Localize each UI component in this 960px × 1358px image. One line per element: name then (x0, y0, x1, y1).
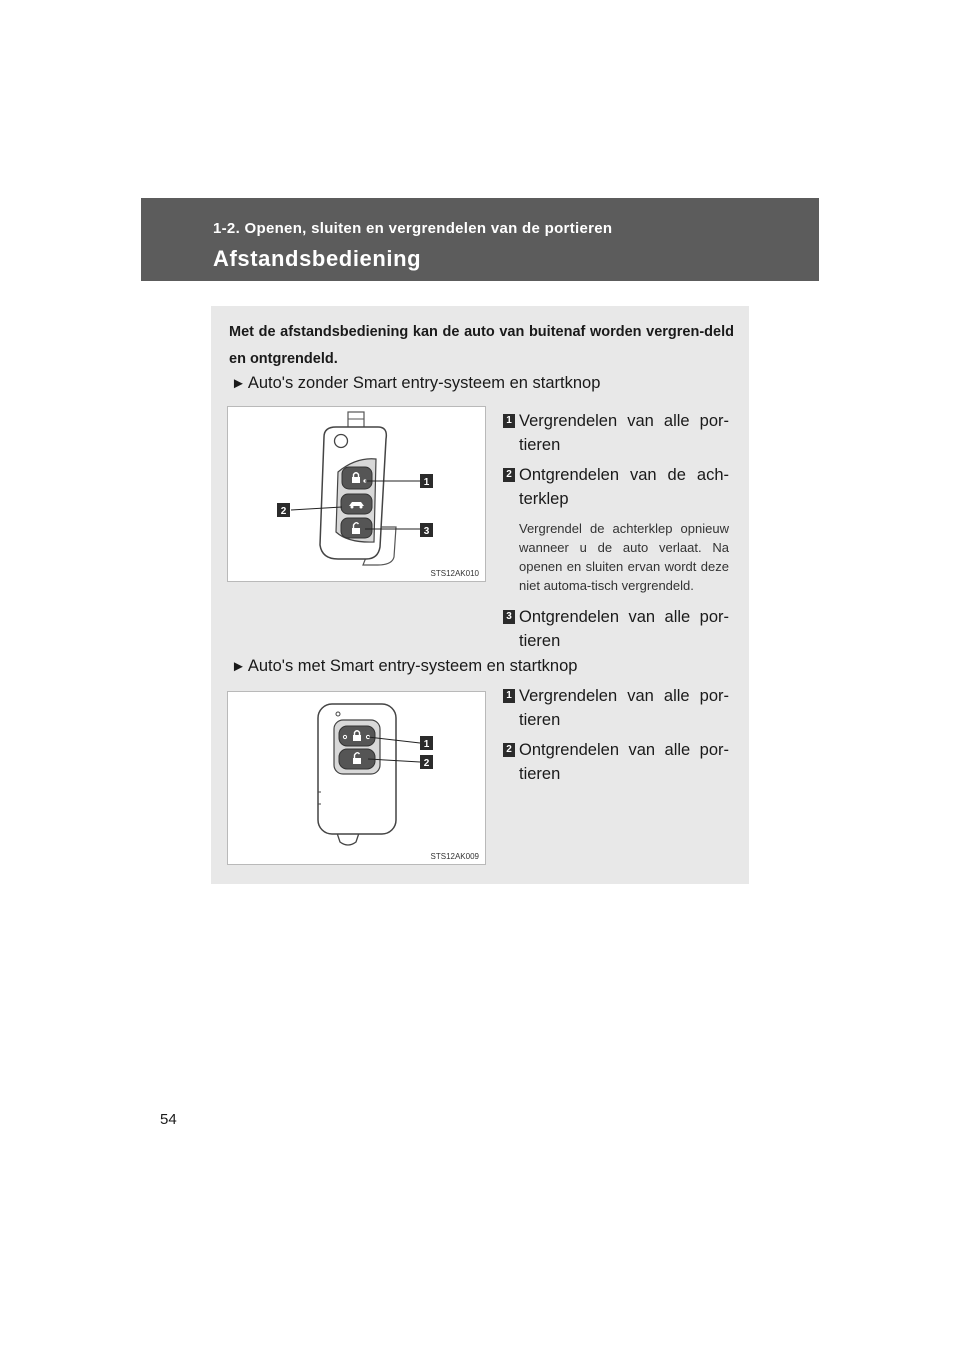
figure-code: STS12AK010 (430, 569, 479, 578)
callout-number: 2 (423, 758, 430, 769)
item-note: Vergrendel de achterklep opnieuw wanneer u de auto verlaat. Na openen en sluiten ervan wordt deze niet automa-tisch vergrendeld. (519, 521, 729, 593)
page-number: 54 (160, 1111, 177, 1128)
intro-text: Met de afstandsbediening kan de auto van buitenaf worden vergren-deld en ontgrendeld. (229, 324, 734, 367)
variant-label: Auto's zonder Smart entry-systeem en startknop (247, 374, 601, 392)
number-badge: 2 (503, 743, 515, 757)
flip-key-illustration (228, 407, 485, 581)
number-badge: 1 (503, 414, 515, 428)
section-title: 1-2. Openen, sluiten en vergrendelen van de portieren (213, 220, 613, 237)
callout-number: 1 (423, 477, 430, 488)
item-text: Vergrendelen van alle por-tieren (519, 687, 729, 729)
chapter-header (141, 198, 819, 281)
list-item (503, 605, 729, 653)
page-title: Afstandsbediening (213, 246, 422, 271)
number-badge: 1 (503, 689, 515, 703)
callout-number: 1 (423, 739, 430, 750)
list-item (503, 738, 729, 786)
item-text: Ontgrendelen van alle por-tieren (519, 741, 729, 783)
number-badge: 2 (503, 468, 515, 482)
item-text: Vergrendelen van alle por-tieren (519, 412, 729, 454)
item-list-1 (503, 409, 729, 653)
smart-key-illustration (228, 692, 485, 864)
triangle-bullet-icon: ► (231, 375, 246, 392)
list-item (503, 463, 729, 511)
item-text: Ontgrendelen van alle por-tieren (519, 608, 729, 650)
content-panel (211, 306, 749, 884)
variant-heading-2 (231, 657, 577, 676)
list-item (503, 684, 729, 732)
variant-label: Auto's met Smart entry-systeem en startknop (247, 657, 578, 675)
list-item (503, 409, 729, 457)
item-list-2 (503, 684, 729, 786)
number-badge: 3 (503, 610, 515, 624)
figure-smart-key (227, 691, 486, 865)
callout-number: 2 (280, 506, 287, 517)
item-text: Ontgrendelen van de ach-terklep (519, 466, 729, 508)
figure-flip-key (227, 406, 486, 582)
figure-code: STS12AK009 (430, 852, 479, 861)
callout-number: 3 (423, 526, 430, 537)
variant-heading-1 (231, 374, 600, 393)
triangle-bullet-icon: ► (231, 658, 246, 675)
